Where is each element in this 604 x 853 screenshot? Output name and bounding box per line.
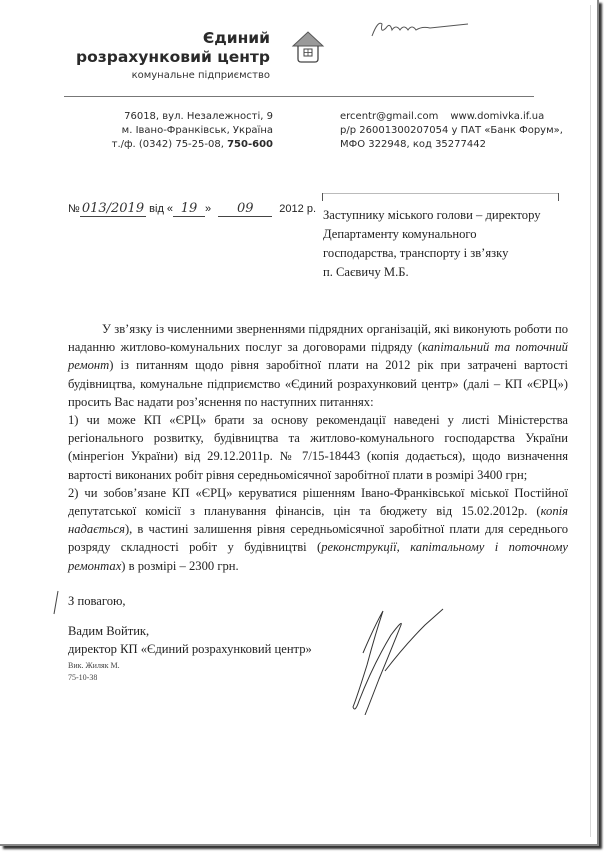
intro-text-cont: ) із питанням щодо рівня заробітної плати на 2012 рік при затрачені вартості будівництва, комунальне підприємство «Єдиний розрахунковий центр» (далі – КП «ЄРЦ») просить Вас надати роз’яснення по наступних питаннях:: [68, 358, 568, 409]
body-question-2: [68, 484, 568, 575]
addressee-frame-top: [322, 193, 559, 194]
email[interactable]: ercentr@gmail.com: [340, 111, 439, 122]
house-icon: [290, 30, 326, 64]
address-line2: м. Івано-Франківськ, Україна: [121, 125, 273, 136]
visa-signature: [368, 14, 478, 44]
registration-month: 09: [218, 201, 272, 217]
salutation: З повагою,: [68, 594, 126, 608]
org-name: [76, 29, 270, 67]
scan-edge: [590, 5, 591, 837]
address-line1: 76018, вул. Незалежності, 9: [124, 111, 273, 122]
director-signature: [345, 605, 450, 715]
addressee-line: Департаменту комунального: [323, 227, 477, 241]
registration-year: 2012 р.: [279, 203, 316, 215]
q2-text-end: ) в розмірі – 2300 грн.: [121, 558, 239, 573]
registration-number: 013/2019: [81, 201, 145, 216]
from-label: від «: [149, 203, 174, 215]
addressee-frame-left: [322, 193, 323, 201]
registration-line: [68, 201, 316, 217]
bank-account: р/р 26001300207054 у ПАТ «Банк Форум»,: [340, 125, 563, 136]
signer-title: директор КП «Єдиний розрахунковий центр»: [68, 642, 312, 656]
contact-line: [340, 110, 563, 124]
executor-phone: 75-10-38: [68, 673, 98, 682]
intro-text: У зв’язку із численними зверненнями підрядних організацій, які виконують роботи по наданню житлово-комунальних послуг за договорами підряду (: [68, 322, 568, 355]
org-name-line1: Єдиний: [202, 29, 270, 47]
org-type: комунальне підприємство: [131, 70, 270, 81]
letterhead-divider: [64, 96, 534, 97]
phone-line: [112, 138, 273, 152]
addressee-line: п. Саєвичу М.Б.: [323, 265, 409, 279]
addressee-frame-right: [558, 193, 559, 201]
letter-body: [68, 320, 568, 575]
phone-prefix: т./ф. (0342) 75-25-08,: [111, 139, 228, 150]
body-paragraph-intro: [68, 320, 568, 411]
website[interactable]: www.domivka.if.ua: [450, 111, 545, 122]
number-prefix: №: [68, 203, 80, 215]
intro-italic: капітальний та поточний ремонт: [68, 340, 568, 373]
bank-codes: МФО 322948, код 35277442: [340, 139, 486, 150]
registration-day: 19: [173, 201, 205, 217]
org-contacts: [340, 110, 563, 152]
executor-name: Вик. Жиляк М.: [68, 661, 120, 670]
body-question-1: 1) чи може КП «ЄРЦ» брати за основу рекомендації наведені у листі Міністерства регіонального розвитку, будівництва та житлово-комунального господарства України (мінрегіон України) від 29.12.2011р. № 7/15-18443 (копія додається), щодо визначення вартості виконаних робіт рівня середньомісячної заробітної плати в розмірі 3400 грн;: [68, 413, 568, 482]
executor-block: [68, 660, 120, 684]
org-address: [112, 110, 273, 152]
q2-text-cont: ), в частині залишення рівня середньомісячної заробітної плати для середнього розряду складності робіт у будівництві (: [68, 522, 568, 555]
q2-italic-repairs: реконструкції, капітальному і поточному ремонтах: [68, 540, 568, 573]
org-name-line2: розрахунковий центр: [76, 48, 270, 66]
margin-mark: [52, 590, 60, 615]
signer-block: [68, 622, 312, 658]
signer-name: Вадим Войтик,: [68, 624, 150, 638]
addressee-line: господарства, транспорту і зв’язку: [323, 246, 509, 260]
day-close: »: [205, 203, 212, 215]
addressee-line: Заступнику міського голови – директору: [323, 208, 541, 222]
addressee-block: [323, 206, 541, 282]
q2-italic-copy: копія надається: [68, 504, 568, 537]
phone-short: 750-600: [227, 139, 273, 150]
q2-text: 2) чи зобов’язане КП «ЄРЦ» керуватися рішенням Івано-Франківської міської Постійної депутатської комісії з планування фінансів, цін та бюджету від 15.02.2012р. (: [68, 485, 568, 519]
